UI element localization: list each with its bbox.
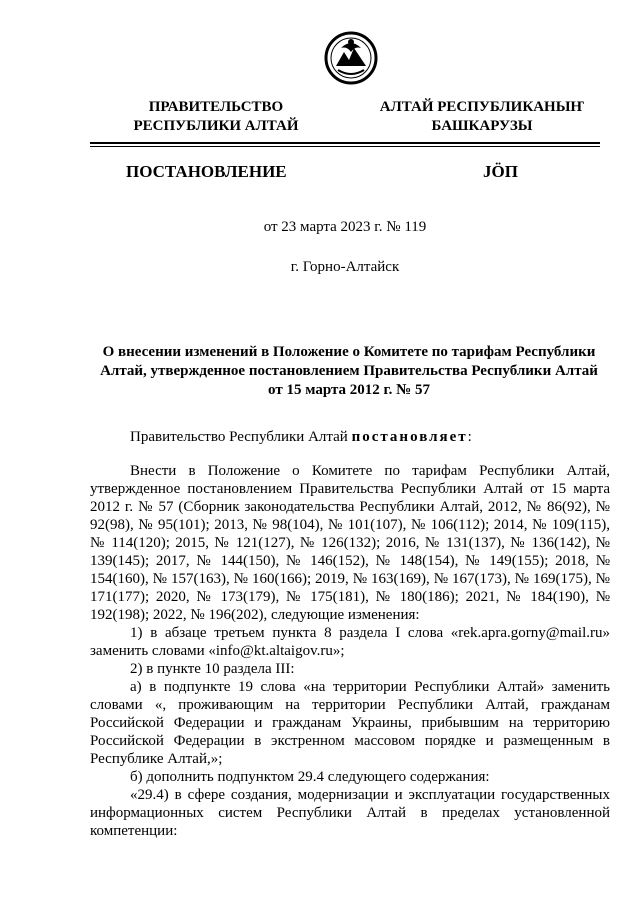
issuer-alt-line2: БАШКАРУЗЫ: [431, 118, 533, 134]
document-city: г. Горно-Алтайск: [290, 259, 400, 275]
subject-line-2: Алтай, утвержденное постановлением Правительства Республики Алтай: [100, 363, 598, 379]
body-paragraph-3: 2) в пункте 10 раздела III:: [130, 661, 295, 677]
header-divider-thick: [90, 142, 600, 144]
issuer-alt: [372, 98, 592, 136]
document-date: от 23 марта 2023 г. № 119: [263, 219, 427, 235]
body-paragraph-1: Внести в Положение о Комитете по тарифам Республики Алтай, утвержденное постановлением Правительства Республики Алтай от 15 марта 2012 г. № 57 (Сборник законодательства Республики Алтай, 2012, № 86(92), № 92(98), № 95(101); 2013, № 98(104), № 101(107), № 106(112); 2014, № 109(115), № 114(120); 2015, № 121(127), № 126(132); 2016, № 131(137), № 136(142), № 139(145); 2017, № 144(150), № 146(152), № 148(154), № 149(155); 2018, № 154(160), № 157(163), № 160(166); 2019, № 163(169), № 167(173), № 169(175), № 171(177); 2020, № 173(179), № 175(181), № 180(186); 2021, № 184(190), № 192(198); 2022, № 196(202), следующие изменения:: [90, 463, 610, 623]
issuer-ru-line2: РЕСПУБЛИКИ АЛТАЙ: [133, 118, 299, 134]
intro-prefix: Правительство Республики Алтай: [130, 429, 352, 445]
body-paragraph-6: «29.4) в сфере создания, модернизации и эксплуатации государственных информационных систем Республики Алтай в пределах установленной компетенции:: [90, 787, 610, 839]
intro-suffix: :: [467, 429, 472, 445]
body-paragraph-5: б) дополнить подпунктом 29.4 следующего содержания:: [130, 769, 490, 785]
resolution-intro: [90, 428, 610, 446]
document-type-alt: JÖП: [483, 162, 518, 181]
issuer-ru-line1: ПРАВИТЕЛЬСТВО: [148, 99, 284, 115]
document-subject: [94, 343, 604, 400]
body-paragraph-2: 1) в абзаце третьем пункта 8 раздела I слова «rek.apra.gorny@mail.ru» заменить словами «info@kt.altaigov.ru»;: [90, 625, 610, 659]
header-divider-thin: [90, 146, 600, 147]
intro-verb: постановляет: [351, 429, 468, 445]
subject-line-3: от 15 марта 2012 г. № 57: [268, 382, 430, 398]
issuer-ru: [96, 98, 336, 136]
issuer-alt-line1: АЛТАЙ РЕСПУБЛИКАНЫҤ: [379, 99, 585, 115]
subject-line-1: О внесении изменений в Положение о Комитете по тарифам Республики: [102, 344, 596, 360]
body-paragraph-4: а) в подпункте 19 слова «на территории Республики Алтай» заменить словами «, проживающим на территории Республики Алтай, гражданам Российской Федерации и гражданам Украины, прибывшим на территорию Российской Федерации в экстренном массовом порядке и размещенным в Республике Алтай,»;: [90, 679, 610, 767]
resolution-body: [90, 462, 610, 840]
document-type-ru: ПОСТАНОВЛЕНИЕ: [126, 162, 287, 181]
republic-altai-coat-of-arms-icon: [324, 30, 378, 86]
